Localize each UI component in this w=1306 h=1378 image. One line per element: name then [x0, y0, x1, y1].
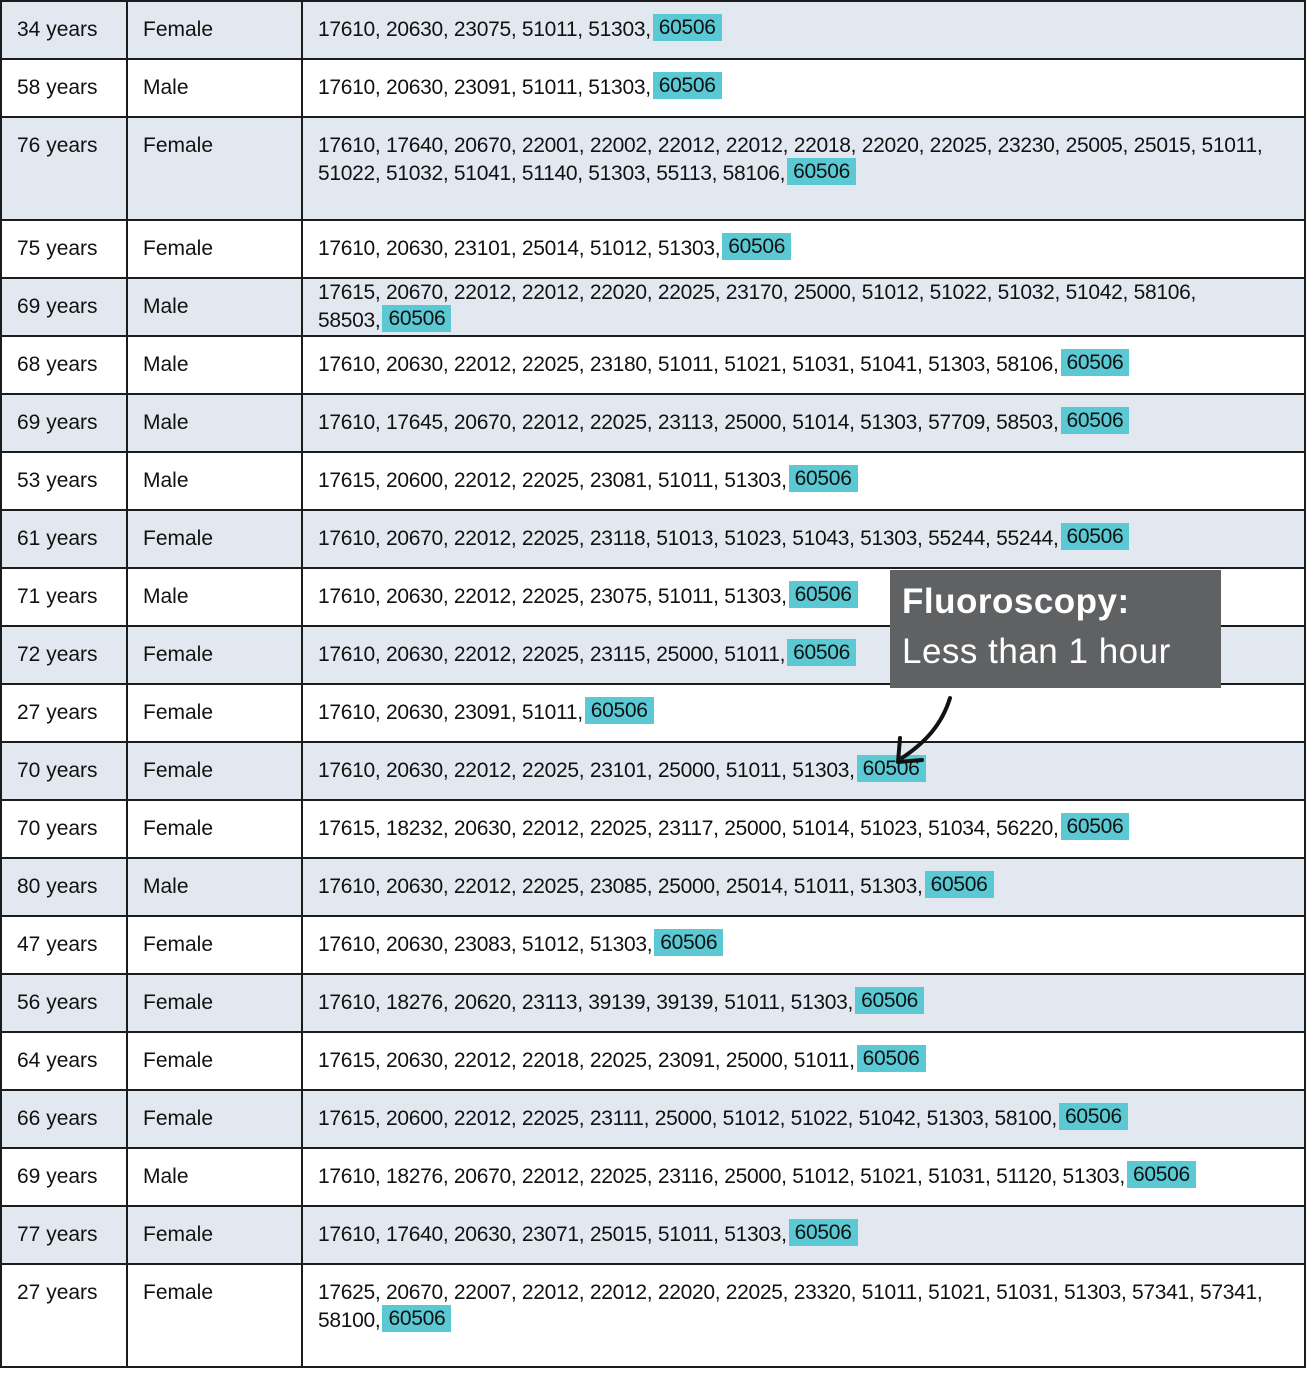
- age-cell: 69 years: [1, 278, 127, 336]
- codes-text: 17610, 20630, 22012, 22025, 23085, 25000, 25014, 51011, 51303,: [318, 875, 923, 898]
- gender-cell: Male: [127, 336, 302, 394]
- highlighted-code: 60506: [1127, 1161, 1196, 1188]
- table-row: [1, 1206, 1305, 1264]
- highlighted-code: 60506: [787, 639, 856, 666]
- gender-cell: Female: [127, 974, 302, 1032]
- highlighted-code: 60506: [925, 871, 994, 898]
- age-cell: 70 years: [1, 800, 127, 858]
- highlighted-code: 60506: [382, 1305, 451, 1332]
- codes-cell: [302, 684, 1305, 742]
- curved-arrow-icon: [880, 690, 970, 780]
- codes-text: 17610, 17645, 20670, 22012, 22025, 23113, 25000, 51014, 51303, 57709, 58503,: [318, 411, 1059, 434]
- age-cell: 76 years: [1, 117, 127, 220]
- highlighted-code: 60506: [787, 158, 856, 185]
- gender-cell: Female: [127, 1, 302, 59]
- table-row: [1, 800, 1305, 858]
- table-row: [1, 684, 1305, 742]
- age-cell: 27 years: [1, 684, 127, 742]
- callout-text: Less than 1 hour: [902, 632, 1171, 671]
- codes-text: 17610, 20630, 23101, 25014, 51012, 51303,: [318, 237, 721, 260]
- gender-cell: Male: [127, 858, 302, 916]
- gender-cell: Female: [127, 1264, 302, 1367]
- highlighted-code: 60506: [722, 233, 791, 260]
- age-cell: 69 years: [1, 1148, 127, 1206]
- age-cell: 80 years: [1, 858, 127, 916]
- gender-cell: Male: [127, 452, 302, 510]
- gender-cell: Male: [127, 278, 302, 336]
- age-cell: 47 years: [1, 916, 127, 974]
- gender-cell: Female: [127, 510, 302, 568]
- table-row: [1, 1090, 1305, 1148]
- highlighted-code: 60506: [789, 581, 858, 608]
- codes-text: 17610, 20630, 23083, 51012, 51303,: [318, 933, 653, 956]
- callout-label: Fluoroscopy:: [902, 582, 1130, 621]
- highlighted-code: 60506: [857, 755, 926, 782]
- codes-cell: [302, 394, 1305, 452]
- highlighted-code: 60506: [857, 1045, 926, 1072]
- table-row: [1, 974, 1305, 1032]
- gender-cell: Female: [127, 220, 302, 278]
- codes-cell: [302, 1206, 1305, 1264]
- codes-text: 17625, 20670, 22007, 22012, 22012, 22020, 22025, 23320, 51011, 51021, 51031, 51303, 57341, 57341, 58100,: [318, 1281, 1263, 1332]
- age-cell: 56 years: [1, 974, 127, 1032]
- codes-cell: [302, 742, 1305, 800]
- codes-text: 17610, 17640, 20630, 23071, 25015, 51011, 51303,: [318, 1223, 787, 1246]
- codes-cell: [302, 1148, 1305, 1206]
- table-row: [1, 336, 1305, 394]
- codes-text: 17610, 18276, 20620, 23113, 39139, 39139, 51011, 51303,: [318, 991, 854, 1014]
- highlighted-code: 60506: [1061, 349, 1130, 376]
- age-cell: 68 years: [1, 336, 127, 394]
- gender-cell: Female: [127, 684, 302, 742]
- highlighted-code: 60506: [789, 465, 858, 492]
- gender-cell: Male: [127, 1148, 302, 1206]
- codes-cell: [302, 452, 1305, 510]
- highlighted-code: 60506: [855, 987, 924, 1014]
- codes-cell: [302, 220, 1305, 278]
- table-row: [1, 59, 1305, 117]
- codes-text: 17615, 20600, 22012, 22025, 23081, 51011, 51303,: [318, 469, 787, 492]
- codes-cell: [302, 916, 1305, 974]
- gender-cell: Male: [127, 59, 302, 117]
- gender-cell: Female: [127, 800, 302, 858]
- table-row: [1, 1032, 1305, 1090]
- highlighted-code: 60506: [585, 697, 654, 724]
- codes-cell: [302, 510, 1305, 568]
- codes-text: 17610, 20670, 22012, 22025, 23118, 51013, 51023, 51043, 51303, 55244, 55244,: [318, 527, 1059, 550]
- age-cell: 61 years: [1, 510, 127, 568]
- fluoroscopy-callout: [890, 570, 1221, 688]
- codes-text: 17615, 20600, 22012, 22025, 23111, 25000, 51012, 51022, 51042, 51303, 58100,: [318, 1107, 1057, 1130]
- codes-text: 17610, 20630, 23075, 51011, 51303,: [318, 18, 651, 41]
- table-row: [1, 220, 1305, 278]
- age-cell: 66 years: [1, 1090, 127, 1148]
- age-cell: 58 years: [1, 59, 127, 117]
- codes-text: 17610, 18276, 20670, 22012, 22025, 23116, 25000, 51012, 51021, 51031, 51120, 51303,: [318, 1165, 1125, 1188]
- age-cell: 71 years: [1, 568, 127, 626]
- gender-cell: Male: [127, 568, 302, 626]
- codes-text: 17610, 20630, 23091, 51011, 51303,: [318, 76, 651, 99]
- table-row: [1, 858, 1305, 916]
- codes-cell: [302, 858, 1305, 916]
- age-cell: 70 years: [1, 742, 127, 800]
- codes-text: 17615, 18232, 20630, 22012, 22025, 23117, 25000, 51014, 51023, 51034, 56220,: [318, 817, 1059, 840]
- codes-text: 17610, 20630, 22012, 22025, 23180, 51011, 51021, 51031, 51041, 51303, 58106,: [318, 353, 1059, 376]
- age-cell: 69 years: [1, 394, 127, 452]
- gender-cell: Female: [127, 1206, 302, 1264]
- codes-cell: [302, 800, 1305, 858]
- gender-cell: Female: [127, 742, 302, 800]
- codes-cell: [302, 278, 1305, 336]
- highlighted-code: 60506: [653, 72, 722, 99]
- highlighted-code: 60506: [654, 929, 723, 956]
- codes-text: 17615, 20670, 22012, 22012, 22020, 22025, 23170, 25000, 51012, 51022, 51032, 51042, 58106, 58503,: [318, 281, 1197, 332]
- age-cell: 53 years: [1, 452, 127, 510]
- highlighted-code: 60506: [789, 1219, 858, 1246]
- age-cell: 77 years: [1, 1206, 127, 1264]
- codes-text: 17615, 20630, 22012, 22018, 22025, 23091, 25000, 51011,: [318, 1049, 855, 1072]
- table-row: [1, 510, 1305, 568]
- table-row: [1, 1148, 1305, 1206]
- codes-cell: [302, 1090, 1305, 1148]
- age-cell: 75 years: [1, 220, 127, 278]
- codes-cell: [302, 117, 1305, 220]
- highlighted-code: 60506: [382, 305, 451, 332]
- table-row: [1, 1264, 1305, 1367]
- highlighted-code: 60506: [1059, 1103, 1128, 1130]
- table-row: [1, 278, 1305, 336]
- codes-cell: [302, 1264, 1305, 1367]
- gender-cell: Female: [127, 916, 302, 974]
- age-cell: 34 years: [1, 1, 127, 59]
- codes-cell: [302, 974, 1305, 1032]
- highlighted-code: 60506: [1061, 813, 1130, 840]
- codes-cell: [302, 1, 1305, 59]
- codes-text: 17610, 20630, 23091, 51011,: [318, 701, 583, 724]
- table-row: [1, 452, 1305, 510]
- highlighted-code: 60506: [1061, 523, 1130, 550]
- table-row: [1, 1, 1305, 59]
- table-row: [1, 394, 1305, 452]
- codes-text: 17610, 20630, 22012, 22025, 23075, 51011, 51303,: [318, 585, 787, 608]
- codes-text: 17610, 20630, 22012, 22025, 23101, 25000, 51011, 51303,: [318, 759, 855, 782]
- codes-text: 17610, 20630, 22012, 22025, 23115, 25000, 51011,: [318, 643, 786, 666]
- codes-text: 17610, 17640, 20670, 22001, 22002, 22012, 22012, 22018, 22020, 22025, 23230, 25005, 25015, 51011, 51022, 51032, 51041, 51140, 51303, 55113, 58106,: [318, 134, 1263, 185]
- gender-cell: Female: [127, 1090, 302, 1148]
- table-row: [1, 916, 1305, 974]
- age-cell: 64 years: [1, 1032, 127, 1090]
- age-cell: 27 years: [1, 1264, 127, 1367]
- highlighted-code: 60506: [653, 14, 722, 41]
- gender-cell: Male: [127, 394, 302, 452]
- age-cell: 72 years: [1, 626, 127, 684]
- table-row: [1, 742, 1305, 800]
- codes-cell: [302, 59, 1305, 117]
- codes-cell: [302, 1032, 1305, 1090]
- highlighted-code: 60506: [1061, 407, 1130, 434]
- gender-cell: Female: [127, 626, 302, 684]
- codes-cell: [302, 336, 1305, 394]
- gender-cell: Female: [127, 117, 302, 220]
- table-row: [1, 117, 1305, 220]
- gender-cell: Female: [127, 1032, 302, 1090]
